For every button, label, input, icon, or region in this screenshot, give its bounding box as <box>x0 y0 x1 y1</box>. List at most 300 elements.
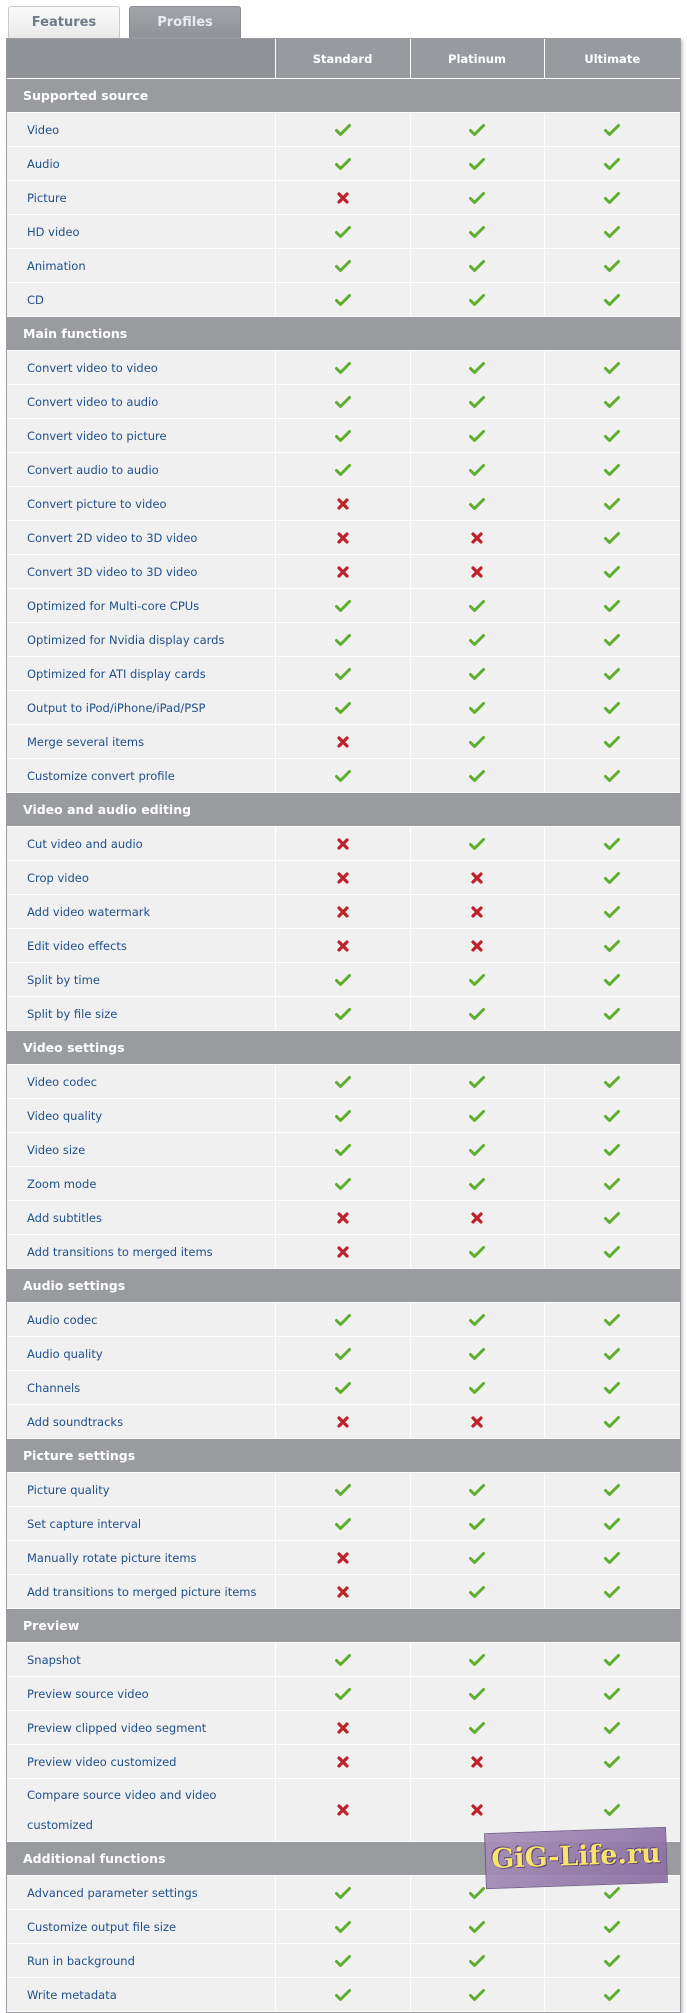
feature-label: Animation <box>7 249 275 283</box>
table-row <box>7 113 680 147</box>
standard-cell <box>275 249 410 283</box>
platinum-cell <box>410 589 544 623</box>
ultimate-cell <box>544 181 680 215</box>
platinum-cell <box>410 1473 544 1507</box>
table-row <box>7 827 680 861</box>
platinum-cell <box>410 385 544 419</box>
section-header-row <box>7 79 680 113</box>
check-icon <box>604 1988 620 2002</box>
platinum-cell <box>410 487 544 521</box>
platinum-cell <box>410 419 544 453</box>
ultimate-cell <box>544 827 680 861</box>
check-icon <box>335 1517 351 1531</box>
standard-cell <box>275 691 410 725</box>
check-icon <box>469 1483 485 1497</box>
standard-cell <box>275 283 410 317</box>
platinum-cell <box>410 1507 544 1541</box>
check-icon <box>604 1803 620 1817</box>
ultimate-cell <box>544 249 680 283</box>
feature-label: Add soundtracks <box>7 1405 275 1439</box>
ultimate-cell <box>544 453 680 487</box>
ultimate-cell <box>544 1235 680 1269</box>
ultimate-cell <box>544 521 680 555</box>
standard-cell <box>275 453 410 487</box>
feature-label: Cut video and audio <box>7 827 275 861</box>
section-header-row <box>7 317 680 351</box>
feature-label: Audio <box>7 147 275 181</box>
feature-label: Zoom mode <box>7 1167 275 1201</box>
feature-label: Optimized for ATI display cards <box>7 657 275 691</box>
check-icon <box>469 1585 485 1599</box>
standard-cell <box>275 1575 410 1609</box>
platinum-cell <box>410 1201 544 1235</box>
table-row <box>7 1643 680 1677</box>
check-icon <box>604 1886 620 1900</box>
platinum-cell <box>410 1575 544 1609</box>
cross-icon <box>335 497 351 511</box>
table-row <box>7 487 680 521</box>
check-icon <box>469 395 485 409</box>
standard-cell <box>275 861 410 895</box>
standard-cell <box>275 1779 410 1842</box>
ultimate-cell <box>544 1405 680 1439</box>
standard-cell <box>275 555 410 589</box>
cross-icon <box>335 1551 351 1565</box>
ultimate-cell <box>544 1065 680 1099</box>
cross-icon <box>469 1211 485 1225</box>
cross-icon <box>335 1245 351 1259</box>
platinum-cell <box>410 725 544 759</box>
check-icon <box>335 1886 351 1900</box>
cross-icon <box>335 735 351 749</box>
ultimate-cell <box>544 1167 680 1201</box>
ultimate-cell <box>544 895 680 929</box>
standard-cell <box>275 1065 410 1099</box>
standard-cell <box>275 1133 410 1167</box>
section-title: Main functions <box>7 317 680 351</box>
check-icon <box>469 1920 485 1934</box>
standard-cell <box>275 1473 410 1507</box>
standard-cell <box>275 657 410 691</box>
section-header-row <box>7 1031 680 1065</box>
feature-label: Split by time <box>7 963 275 997</box>
ultimate-cell <box>544 997 680 1031</box>
platinum-cell <box>410 1541 544 1575</box>
check-icon <box>604 1415 620 1429</box>
cross-icon <box>469 1755 485 1769</box>
standard-cell <box>275 1099 410 1133</box>
standard-cell <box>275 215 410 249</box>
check-icon <box>469 225 485 239</box>
table-row <box>7 1065 680 1099</box>
table-row <box>7 1745 680 1779</box>
platinum-cell <box>410 215 544 249</box>
tab-profiles[interactable]: Profiles <box>129 6 241 39</box>
platinum-cell <box>410 997 544 1031</box>
check-icon <box>469 735 485 749</box>
check-icon <box>335 1954 351 1968</box>
check-icon <box>469 259 485 273</box>
check-icon <box>604 1143 620 1157</box>
ultimate-cell <box>544 487 680 521</box>
cross-icon <box>335 837 351 851</box>
feature-label: Run in background <box>7 1944 275 1978</box>
platinum-cell <box>410 1235 544 1269</box>
platinum-cell <box>410 1303 544 1337</box>
table-row <box>7 147 680 181</box>
ultimate-cell <box>544 759 680 793</box>
platinum-cell <box>410 929 544 963</box>
check-icon <box>335 599 351 613</box>
feature-label: Convert video to picture <box>7 419 275 453</box>
check-icon <box>604 1381 620 1395</box>
feature-label: Preview source video <box>7 1677 275 1711</box>
cross-icon <box>335 1415 351 1429</box>
table-row <box>7 1201 680 1235</box>
cross-icon <box>335 871 351 885</box>
check-icon <box>604 1755 620 1769</box>
table-row <box>7 215 680 249</box>
ultimate-cell <box>544 929 680 963</box>
check-icon <box>604 1483 620 1497</box>
check-icon <box>469 293 485 307</box>
table-row <box>7 1167 680 1201</box>
table-row <box>7 1099 680 1133</box>
check-icon <box>604 1687 620 1701</box>
feature-label: Picture <box>7 181 275 215</box>
ultimate-cell <box>544 1711 680 1745</box>
check-icon <box>604 259 620 273</box>
check-icon <box>335 1007 351 1021</box>
check-icon <box>335 667 351 681</box>
feature-label: Convert audio to audio <box>7 453 275 487</box>
standard-cell <box>275 1711 410 1745</box>
section-title: Additional functions <box>7 1842 680 1876</box>
feature-label: Output to iPod/iPhone/iPad/PSP <box>7 691 275 725</box>
ultimate-cell <box>544 1541 680 1575</box>
ultimate-cell <box>544 1978 680 2012</box>
check-icon <box>604 905 620 919</box>
platinum-cell <box>410 1167 544 1201</box>
platinum-cell <box>410 657 544 691</box>
standard-cell <box>275 589 410 623</box>
standard-cell <box>275 1507 410 1541</box>
check-icon <box>335 701 351 715</box>
check-icon <box>469 1143 485 1157</box>
table-row <box>7 385 680 419</box>
standard-cell <box>275 997 410 1031</box>
standard-cell <box>275 1978 410 2012</box>
cross-icon <box>335 1803 351 1817</box>
platinum-cell <box>410 283 544 317</box>
table-row <box>7 929 680 963</box>
check-icon <box>335 1381 351 1395</box>
check-icon <box>604 599 620 613</box>
check-icon <box>604 293 620 307</box>
standard-cell <box>275 1235 410 1269</box>
section-title: Audio settings <box>7 1269 680 1303</box>
standard-cell <box>275 147 410 181</box>
platinum-cell <box>410 1065 544 1099</box>
cross-icon <box>335 1721 351 1735</box>
ultimate-cell <box>544 555 680 589</box>
check-icon <box>604 701 620 715</box>
check-icon <box>335 1177 351 1191</box>
feature-label: Add transitions to merged items <box>7 1235 275 1269</box>
standard-cell <box>275 1910 410 1944</box>
check-icon <box>335 157 351 171</box>
feature-label: Convert 3D video to 3D video <box>7 555 275 589</box>
ultimate-cell <box>544 1677 680 1711</box>
check-icon <box>604 497 620 511</box>
ultimate-cell <box>544 725 680 759</box>
check-icon <box>469 667 485 681</box>
standard-cell <box>275 521 410 555</box>
check-icon <box>469 633 485 647</box>
feature-label: HD video <box>7 215 275 249</box>
feature-label: Customize output file size <box>7 1910 275 1944</box>
platinum-cell <box>410 249 544 283</box>
check-icon <box>335 1483 351 1497</box>
table-row <box>7 861 680 895</box>
check-icon <box>604 1347 620 1361</box>
feature-label: Crop video <box>7 861 275 895</box>
platinum-cell <box>410 1677 544 1711</box>
table-row <box>7 1371 680 1405</box>
check-icon <box>604 123 620 137</box>
check-icon <box>604 157 620 171</box>
cross-icon <box>335 905 351 919</box>
check-icon <box>469 599 485 613</box>
standard-cell <box>275 1337 410 1371</box>
feature-column-header <box>7 39 275 79</box>
ultimate-cell <box>544 1745 680 1779</box>
check-icon <box>469 463 485 477</box>
feature-label: Video size <box>7 1133 275 1167</box>
feature-label: Write metadata <box>7 1978 275 2012</box>
check-icon <box>469 1517 485 1531</box>
check-icon <box>604 1313 620 1327</box>
platinum-cell <box>410 1337 544 1371</box>
standard-cell <box>275 1944 410 1978</box>
feature-label: Preview clipped video segment <box>7 1711 275 1745</box>
check-icon <box>335 769 351 783</box>
platinum-cell <box>410 1405 544 1439</box>
check-icon <box>604 939 620 953</box>
check-icon <box>335 463 351 477</box>
check-icon <box>335 225 351 239</box>
column-header-platinum: Platinum <box>410 39 544 79</box>
check-icon <box>469 1313 485 1327</box>
feature-label: Add video watermark <box>7 895 275 929</box>
standard-cell <box>275 1371 410 1405</box>
feature-label: Video <box>7 113 275 147</box>
check-icon <box>469 123 485 137</box>
section-header-row <box>7 1609 680 1643</box>
check-icon <box>335 973 351 987</box>
section-header-row <box>7 1269 680 1303</box>
table-row <box>7 963 680 997</box>
cross-icon <box>469 1803 485 1817</box>
table-row <box>7 1473 680 1507</box>
feature-label: Convert 2D video to 3D video <box>7 521 275 555</box>
platinum-cell <box>410 691 544 725</box>
platinum-cell <box>410 1133 544 1167</box>
platinum-cell <box>410 1944 544 1978</box>
check-icon <box>604 565 620 579</box>
check-icon <box>604 1954 620 1968</box>
platinum-cell <box>410 113 544 147</box>
cross-icon <box>335 565 351 579</box>
check-icon <box>604 1245 620 1259</box>
feature-label: Optimized for Multi-core CPUs <box>7 589 275 623</box>
check-icon <box>469 361 485 375</box>
feature-label: Channels <box>7 1371 275 1405</box>
ultimate-cell <box>544 1099 680 1133</box>
standard-cell <box>275 623 410 657</box>
ultimate-cell <box>544 385 680 419</box>
table-row <box>7 759 680 793</box>
check-icon <box>335 293 351 307</box>
table-row <box>7 895 680 929</box>
feature-label: Convert picture to video <box>7 487 275 521</box>
check-icon <box>604 769 620 783</box>
table-row <box>7 657 680 691</box>
table-row <box>7 1910 680 1944</box>
standard-cell <box>275 113 410 147</box>
standard-cell <box>275 963 410 997</box>
platinum-cell <box>410 861 544 895</box>
cross-icon <box>335 191 351 205</box>
check-icon <box>604 667 620 681</box>
feature-label: Manually rotate picture items <box>7 1541 275 1575</box>
feature-label: Set capture interval <box>7 1507 275 1541</box>
check-icon <box>604 1517 620 1531</box>
check-icon <box>604 633 620 647</box>
table-row <box>7 623 680 657</box>
feature-label: Advanced parameter settings <box>7 1876 275 1910</box>
platinum-cell <box>410 1745 544 1779</box>
check-icon <box>469 1245 485 1259</box>
check-icon <box>469 1886 485 1900</box>
platinum-cell <box>410 1099 544 1133</box>
feature-label: CD <box>7 283 275 317</box>
check-icon <box>604 225 620 239</box>
cross-icon <box>335 1585 351 1599</box>
platinum-cell <box>410 963 544 997</box>
check-icon <box>604 1211 620 1225</box>
table-row <box>7 1541 680 1575</box>
cross-icon <box>469 939 485 953</box>
check-icon <box>335 259 351 273</box>
platinum-cell <box>410 555 544 589</box>
standard-cell <box>275 385 410 419</box>
standard-cell <box>275 1201 410 1235</box>
standard-cell <box>275 1677 410 1711</box>
check-icon <box>604 1551 620 1565</box>
ultimate-cell <box>544 1337 680 1371</box>
platinum-cell <box>410 147 544 181</box>
section-title: Preview <box>7 1609 680 1643</box>
check-icon <box>335 1075 351 1089</box>
cross-icon <box>335 531 351 545</box>
ultimate-cell <box>544 963 680 997</box>
check-icon <box>604 735 620 749</box>
cross-icon <box>335 939 351 953</box>
table-header-row <box>7 39 680 79</box>
platinum-cell <box>410 895 544 929</box>
platinum-cell <box>410 1371 544 1405</box>
section-title: Picture settings <box>7 1439 680 1473</box>
standard-cell <box>275 351 410 385</box>
check-icon <box>604 1721 620 1735</box>
check-icon <box>469 429 485 443</box>
standard-cell <box>275 181 410 215</box>
check-icon <box>335 1653 351 1667</box>
feature-label: Video quality <box>7 1099 275 1133</box>
check-icon <box>469 1954 485 1968</box>
check-icon <box>335 361 351 375</box>
platinum-cell <box>410 521 544 555</box>
check-icon <box>604 837 620 851</box>
section-title: Video and audio editing <box>7 793 680 827</box>
platinum-cell <box>410 759 544 793</box>
standard-cell <box>275 929 410 963</box>
check-icon <box>335 633 351 647</box>
check-icon <box>469 1653 485 1667</box>
tab-features[interactable]: Features <box>8 6 120 39</box>
standard-cell <box>275 1167 410 1201</box>
feature-label: Audio quality <box>7 1337 275 1371</box>
ultimate-cell <box>544 1133 680 1167</box>
check-icon <box>335 1687 351 1701</box>
standard-cell <box>275 487 410 521</box>
table-row <box>7 691 680 725</box>
table-row <box>7 1235 680 1269</box>
check-icon <box>469 1988 485 2002</box>
ultimate-cell <box>544 1303 680 1337</box>
feature-label: Convert video to video <box>7 351 275 385</box>
cross-icon <box>469 531 485 545</box>
ultimate-cell <box>544 1473 680 1507</box>
table-row <box>7 1405 680 1439</box>
check-icon <box>335 1109 351 1123</box>
platinum-cell <box>410 181 544 215</box>
check-icon <box>469 1381 485 1395</box>
standard-cell <box>275 827 410 861</box>
check-icon <box>604 463 620 477</box>
platinum-cell <box>410 453 544 487</box>
feature-label: Audio codec <box>7 1303 275 1337</box>
check-icon <box>335 1347 351 1361</box>
check-icon <box>469 1075 485 1089</box>
standard-cell <box>275 759 410 793</box>
feature-label: Picture quality <box>7 1473 275 1507</box>
cross-icon <box>469 905 485 919</box>
check-icon <box>604 973 620 987</box>
ultimate-cell <box>544 283 680 317</box>
check-icon <box>469 1347 485 1361</box>
table-row <box>7 181 680 215</box>
section-header-row <box>7 1439 680 1473</box>
table-row <box>7 1303 680 1337</box>
standard-cell <box>275 1876 410 1910</box>
check-icon <box>335 1920 351 1934</box>
table-row <box>7 1337 680 1371</box>
check-icon <box>469 1551 485 1565</box>
ultimate-cell <box>544 113 680 147</box>
cross-icon <box>469 565 485 579</box>
